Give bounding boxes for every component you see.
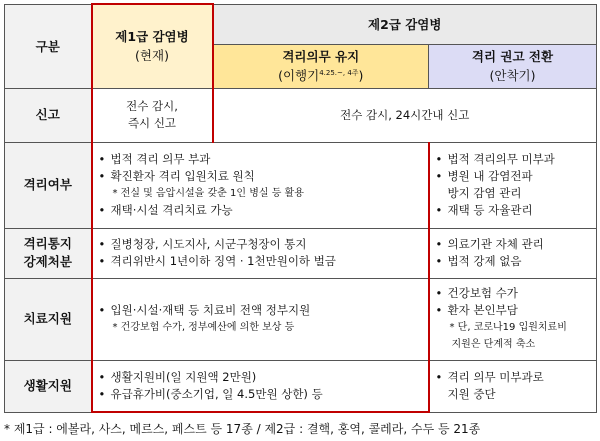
note-item: * 단, 코로나19 입원치료비 (449, 322, 567, 333)
row-label-isolation: 격리여부 (5, 142, 92, 228)
list-item: • 유급휴가비(중소기업, 일 4.5만원 상한) 등 (99, 386, 424, 403)
report-grade1-line: 즉시 신고 (127, 116, 177, 130)
header-recommend (429, 44, 597, 88)
list-item: • 법적 강제 없음 (436, 253, 593, 270)
isolation-grade1-keep (92, 142, 429, 228)
list-item: • 격리 의무 미부과로 (436, 369, 593, 386)
header-keep-title: 격리의무 유지 (282, 49, 360, 64)
list-item: • 입원·시설·재택 등 치료비 전액 정부지원 (99, 302, 424, 319)
row-label-notice (5, 228, 92, 278)
list-item: • 법적 격리 의무 부과 (99, 151, 424, 168)
list-item: • 법적 격리의무 미부과 (436, 151, 593, 168)
header-grade2: 제2급 감염병 (213, 4, 597, 44)
header-keep-sup: 4.25.~, 4주 (319, 68, 359, 77)
row-label-living: 생활지원 (5, 360, 92, 412)
treatment-grade1-keep (92, 278, 429, 360)
list-item: • 확진환자 격리 입원치료 원칙 (99, 168, 424, 185)
report-grade1 (92, 88, 213, 142)
list-item-continued: 방지 감염 관리 (447, 186, 522, 200)
isolation-recommend (429, 142, 597, 228)
header-category: 구분 (5, 4, 92, 88)
list-item: • 재택 등 자율관리 (436, 202, 593, 219)
header-grade1 (92, 4, 213, 88)
list-item: • 환자 본인부담 (436, 302, 593, 319)
header-grade1-title: 제1급 감염병 (115, 29, 189, 45)
list-item: • 건강보험 수가 (436, 285, 593, 302)
list-item: • 생활지원비(일 지원액 2만원) (99, 369, 424, 386)
treatment-recommend (429, 278, 597, 360)
row-label-notice-line2: 강제처분 (23, 254, 72, 269)
header-keep-isolation (213, 44, 429, 88)
row-label-treatment: 치료지원 (5, 278, 92, 360)
notice-grade1-keep (92, 228, 429, 278)
header-keep-sub: (이행기$^{4.25.\sim, 4주}$) (278, 68, 364, 83)
list-item: • 병원 내 감염전파 (436, 168, 593, 185)
header-grade1-sub: (현재) (135, 48, 169, 64)
list-item-continued: 지원 중단 (447, 387, 496, 401)
row-label-notice-line1: 격리통지 (23, 236, 72, 251)
list-item: • 의료기관 자체 관리 (436, 236, 593, 253)
note-item: * 건강보험 수가, 정부예산에 의한 보상 등 (112, 322, 295, 333)
note-item: * 전실 및 음압시설을 갖춘 1인 병실 등 활용 (112, 188, 304, 199)
header-rec-title: 격리 권고 전환 (471, 49, 554, 64)
list-item: • 질병청장, 시도지사, 시군구청장이 통지 (99, 236, 424, 253)
policy-table (4, 3, 597, 413)
report-grade1-line: 전수 감시, (126, 99, 178, 113)
list-item: • 격리위반시 1년이하 징역 · 1천만원이하 벌금 (99, 253, 424, 270)
living-recommend (429, 360, 597, 412)
header-rec-sub: (안착기) (489, 68, 536, 83)
note-item-continued: 지원은 단계적 축소 (451, 339, 536, 350)
row-label-report: 신고 (5, 88, 92, 142)
notice-recommend (429, 228, 597, 278)
list-item: • 재택·시설 격리치료 가능 (99, 202, 424, 219)
policy-table-container (4, 3, 596, 413)
report-grade2: 전수 감시, 24시간내 신고 (213, 88, 597, 142)
living-grade1-keep (92, 360, 429, 412)
footnote: * 제1급 : 에볼라, 사스, 메르스, 페스트 등 17종 / 제2급 : 결핵, 홍역, 콜레라, 수두 등 21종 (4, 422, 481, 436)
